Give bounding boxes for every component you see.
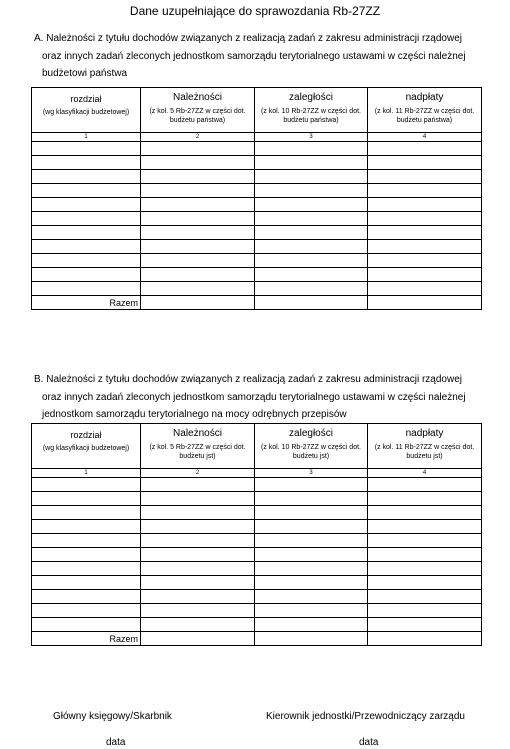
table-cell[interactable] [32, 478, 141, 492]
table-cell[interactable] [368, 254, 482, 268]
header-rozdzial [32, 424, 141, 469]
table-cell[interactable] [368, 520, 482, 534]
column-number: 4 [368, 469, 482, 478]
table-cell[interactable] [368, 562, 482, 576]
table-row [32, 492, 482, 506]
table-cell[interactable] [32, 604, 141, 618]
table-row [32, 268, 482, 282]
header-label: Należności [173, 428, 222, 439]
header-sublabel: (z kol. 5 Rb-27ZZ w części dot. budżetu państwa) [149, 108, 246, 124]
total-row [32, 632, 482, 646]
header-label: nadpłaty [405, 428, 444, 439]
table-cell[interactable] [141, 492, 255, 506]
header-label: rozdział [70, 430, 102, 440]
table-row [32, 254, 482, 268]
table-cell[interactable] [255, 548, 368, 562]
table-cell[interactable] [368, 282, 482, 296]
total-label: Razem [32, 296, 141, 310]
header-sublabel: (z kol. 5 Rb-27ZZ w części dot. budżetu jst) [149, 444, 246, 460]
table-cell[interactable] [141, 226, 255, 240]
table-cell[interactable] [141, 548, 255, 562]
header-sublabel: (wg klasyfikacji budżetowej) [42, 445, 130, 452]
table-cell[interactable] [368, 296, 482, 310]
header-label: nadpłaty [405, 92, 444, 103]
table-row [32, 604, 482, 618]
table-cell[interactable] [255, 198, 368, 212]
table-cell[interactable] [368, 548, 482, 562]
table-row [32, 576, 482, 590]
table-cell[interactable] [32, 562, 141, 576]
table-row [32, 478, 482, 492]
table-cell[interactable] [141, 156, 255, 170]
header-naleznosci [141, 88, 255, 133]
table-cell[interactable] [141, 240, 255, 254]
header-naleznosci [141, 424, 255, 469]
table-cell[interactable] [255, 520, 368, 534]
table-cell[interactable] [368, 156, 482, 170]
table-cell[interactable] [255, 534, 368, 548]
table-cell[interactable] [255, 492, 368, 506]
page-title: Dane uzupełniające do sprawozdania Rb-27ZZ [129, 4, 381, 18]
table-cell[interactable] [255, 170, 368, 184]
table-cell[interactable] [255, 632, 368, 646]
table-row [32, 590, 482, 604]
table-cell[interactable] [141, 478, 255, 492]
section-b-line-3: jednostkom samorządu terytorialnego na mocy odrębnych przepisów [42, 409, 347, 420]
section-b-line-1: B. Należności z tytułu dochodów związanych z realizacją zadań z zakresu administracji rządowej [34, 374, 462, 385]
total-row [32, 296, 482, 310]
header-sublabel: (z kol. 10 Rb-27ZZ w części dot. budżetu państwa) [261, 108, 361, 124]
table-cell[interactable] [368, 492, 482, 506]
table-cell[interactable] [368, 618, 482, 632]
header-row [32, 88, 482, 133]
table-row [32, 170, 482, 184]
table-row [32, 226, 482, 240]
header-sublabel: (z kol. 11 Rb-27ZZ w części dot. budżetu jst) [374, 444, 475, 460]
table-cell[interactable] [255, 604, 368, 618]
table-cell[interactable] [141, 618, 255, 632]
table-cell[interactable] [255, 156, 368, 170]
table-cell[interactable] [141, 254, 255, 268]
column-number: 1 [32, 133, 141, 142]
table-cell[interactable] [368, 240, 482, 254]
table-cell[interactable] [255, 296, 368, 310]
table-cell[interactable] [32, 198, 141, 212]
table-cell[interactable] [368, 142, 482, 156]
table-cell[interactable] [32, 618, 141, 632]
table-cell[interactable] [368, 534, 482, 548]
table-cell[interactable] [141, 268, 255, 282]
table-cell[interactable] [368, 170, 482, 184]
table-cell[interactable] [368, 506, 482, 520]
table-cell[interactable] [141, 282, 255, 296]
table-cell[interactable] [141, 590, 255, 604]
header-sublabel: (z kol. 10 Rb-27ZZ w części dot. budżetu jst) [261, 444, 361, 460]
signature-left-role: Główny księgowy/Skarbnik [53, 711, 172, 722]
table-cell[interactable] [255, 282, 368, 296]
table-cell[interactable] [141, 632, 255, 646]
table-cell[interactable] [32, 212, 141, 226]
table-cell[interactable] [141, 198, 255, 212]
table-row [32, 198, 482, 212]
table-row [32, 548, 482, 562]
table-cell[interactable] [255, 576, 368, 590]
table-row [32, 240, 482, 254]
table-row [32, 282, 482, 296]
header-label: zaległości [289, 428, 333, 439]
section-b-intro [34, 371, 466, 424]
section-a-intro [34, 30, 466, 83]
table-cell[interactable] [141, 534, 255, 548]
header-nadplaty [368, 88, 482, 133]
column-number: 2 [141, 133, 255, 142]
table-cell[interactable] [368, 212, 482, 226]
table-row [32, 212, 482, 226]
table-cell[interactable] [32, 492, 141, 506]
table-row [32, 534, 482, 548]
table-cell[interactable] [368, 226, 482, 240]
table-cell[interactable] [255, 184, 368, 198]
header-row [32, 424, 482, 469]
table-cell[interactable] [255, 212, 368, 226]
column-number: 3 [255, 469, 368, 478]
table-cell[interactable] [141, 212, 255, 226]
table-cell[interactable] [255, 254, 368, 268]
table-cell[interactable] [141, 142, 255, 156]
header-label: zaległości [289, 92, 333, 103]
table-cell[interactable] [255, 478, 368, 492]
column-number: 4 [368, 133, 482, 142]
table-cell[interactable] [368, 604, 482, 618]
table-cell[interactable] [32, 576, 141, 590]
table-cell[interactable] [255, 506, 368, 520]
table-cell[interactable] [141, 170, 255, 184]
table-cell[interactable] [255, 226, 368, 240]
header-nadplaty [368, 424, 482, 469]
header-zaleglosci [255, 424, 368, 469]
table-cell[interactable] [32, 254, 141, 268]
table-cell[interactable] [32, 506, 141, 520]
table-cell[interactable] [255, 618, 368, 632]
table-row [32, 156, 482, 170]
table-cell[interactable] [32, 534, 141, 548]
table-cell[interactable] [141, 520, 255, 534]
section-a-line-1: A. Należności z tytułu dochodów związanych z realizacją zadań z zakresu administracji rządowej [34, 33, 462, 44]
table-cell[interactable] [141, 604, 255, 618]
table-cell[interactable] [255, 240, 368, 254]
column-number: 3 [255, 133, 368, 142]
header-sublabel: (z kol. 11 Rb-27ZZ w części dot. budżetu państwa) [374, 108, 475, 124]
table-row [32, 142, 482, 156]
header-sublabel: (wg klasyfikacji budżetowej) [42, 109, 130, 116]
table-cell[interactable] [32, 156, 141, 170]
table-cell[interactable] [32, 268, 141, 282]
total-label: Razem [32, 632, 141, 646]
table-cell[interactable] [32, 184, 141, 198]
header-rozdzial [32, 88, 141, 133]
table-cell[interactable] [141, 576, 255, 590]
table-cell[interactable] [32, 520, 141, 534]
table-cell[interactable] [32, 548, 141, 562]
table-cell[interactable] [32, 170, 141, 184]
column-number: 1 [32, 469, 141, 478]
table-cell[interactable] [368, 198, 482, 212]
signature-right-role: Kierownik jednostki/Przewodniczący zarządu [266, 711, 465, 722]
section-b-line-2: oraz innych zadań zleconych jednostkom samorządu terytorialnego ustawami w części należnej [42, 391, 466, 403]
header-zaleglosci [255, 88, 368, 133]
table-cell[interactable] [368, 576, 482, 590]
table-row [32, 506, 482, 520]
table-cell[interactable] [141, 296, 255, 310]
table-cell[interactable] [141, 506, 255, 520]
column-number-row [32, 469, 482, 478]
table-cell[interactable] [368, 184, 482, 198]
section-b-table [31, 423, 482, 646]
table-cell[interactable] [32, 226, 141, 240]
table-cell[interactable] [255, 142, 368, 156]
table-row [32, 184, 482, 198]
signature-right-date: data [359, 737, 379, 748]
table-cell[interactable] [368, 590, 482, 604]
table-cell[interactable] [141, 562, 255, 576]
header-label: Należności [173, 92, 222, 103]
table-row [32, 618, 482, 632]
table-cell[interactable] [255, 562, 368, 576]
column-number: 2 [141, 469, 255, 478]
header-label: rozdział [70, 94, 102, 104]
table-cell[interactable] [141, 184, 255, 198]
table-cell[interactable] [32, 590, 141, 604]
table-cell[interactable] [255, 590, 368, 604]
table-cell[interactable] [368, 478, 482, 492]
signature-left-date: data [106, 737, 126, 748]
table-cell[interactable] [32, 282, 141, 296]
table-cell[interactable] [32, 240, 141, 254]
table-cell[interactable] [368, 632, 482, 646]
table-cell[interactable] [32, 142, 141, 156]
section-a-table [31, 87, 482, 310]
table-row [32, 520, 482, 534]
table-cell[interactable] [255, 268, 368, 282]
section-a-line-3: budżetowi państwa [42, 68, 128, 79]
table-row [32, 562, 482, 576]
column-number-row [32, 133, 482, 142]
section-a-line-2: oraz innych zadań zleconych jednostkom samorządu terytorialnego ustawami w części należnej [42, 50, 466, 62]
table-cell[interactable] [368, 268, 482, 282]
